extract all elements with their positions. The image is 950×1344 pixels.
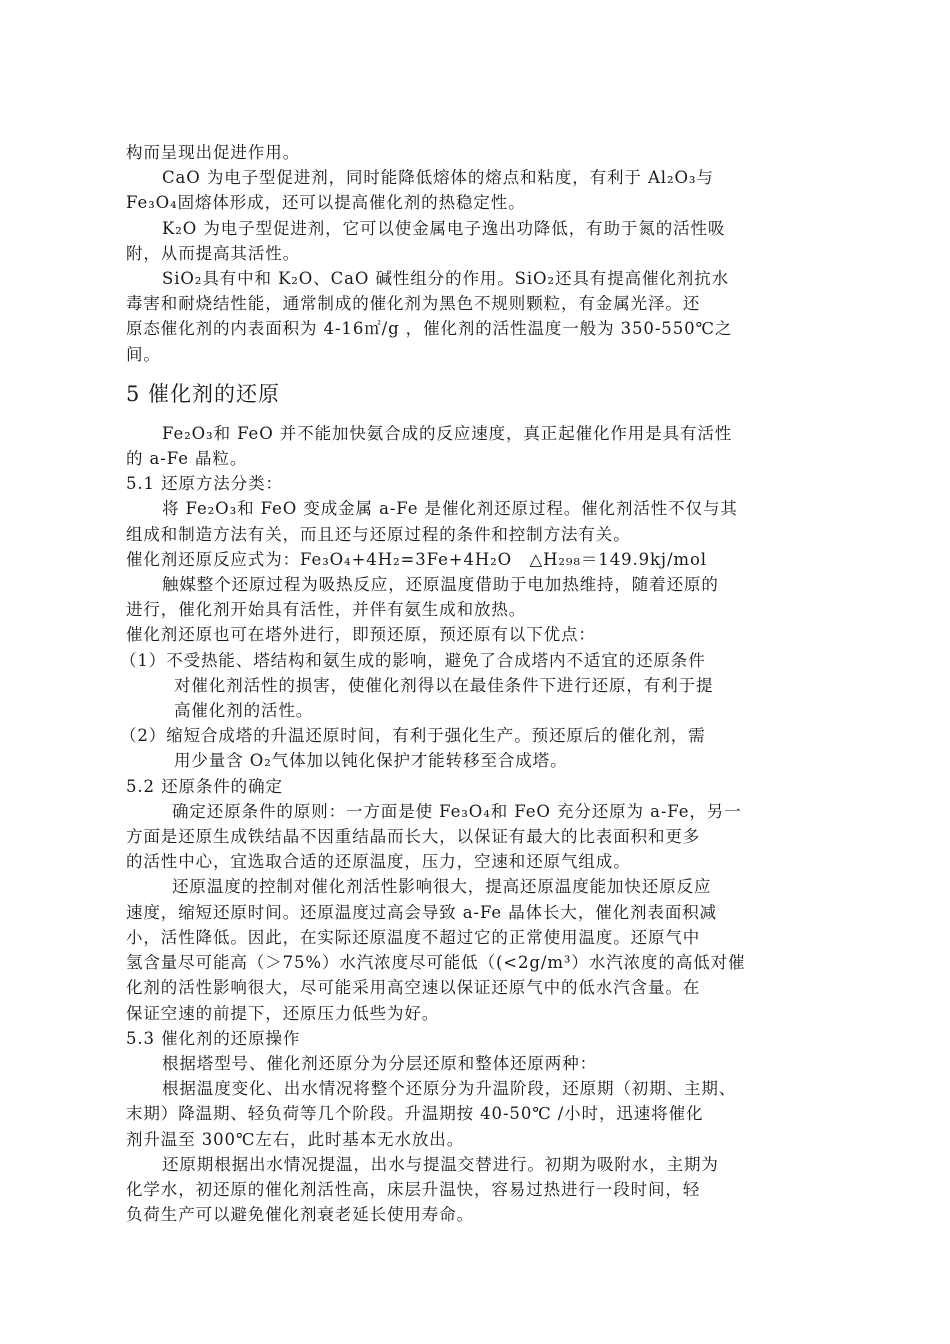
text-line: 附，从而提高其活性。 (126, 243, 300, 263)
list-item: （1）不受热能、塔结构和氨生成的影响，避免了合成塔内不适宜的还原条件 (120, 650, 706, 670)
subsection-heading: 5.3 催化剂的还原操作 (126, 1028, 301, 1048)
document-body (120, 140, 828, 1227)
text-line: 速度，缩短还原时间。还原温度过高会导致 a-Fe 晶体长大，催化剂表面积减 (126, 902, 718, 922)
text-line: 催化剂还原也可在塔外进行，即预还原，预还原有以下优点： (126, 625, 596, 645)
text-line: 构而呈现出促进作用。 (126, 143, 300, 162)
text-line: 原态催化剂的内表面积为 4-16㎡/g ，催化剂的活性温度一般为 350-550℃之 (126, 319, 733, 339)
list-item: （2）缩短合成塔的升温还原时间，有利于强化生产。预还原后的催化剂，需 (120, 726, 706, 746)
text-line: 高催化剂的活性。 (174, 701, 314, 721)
text-line: 还原期根据出水情况提温，出水与提温交替进行。初期为吸附水，主期为 (162, 1154, 719, 1174)
text-line: 氢含量尽可能高（＞75%）水汽浓度尽可能低（(<2g/m³）水汽浓度的高低对催 (126, 953, 746, 973)
text-line: 剂升温至 300℃左右，此时基本无水放出。 (126, 1129, 465, 1149)
text-line: 将 Fe₂O₃和 FeO 变成金属 a-Fe 是催化剂还原过程。催化剂活性不仅与其 (162, 499, 738, 519)
text-line: 确定还原条件的原则：一方面是使 Fe₃O₄和 FeO 充分还原为 a-Fe，另一 (172, 801, 742, 821)
text-line: 的 a-Fe 晶粒。 (126, 449, 248, 469)
text-line: 的活性中心，宜选取合适的还原温度，压力，空速和还原气组成。 (126, 852, 631, 872)
text-line: 根据温度变化、出水情况将整个还原分为升温阶段，还原期（初期、主期、 (162, 1079, 737, 1099)
subsection-heading: 5.1 还原方法分类： (126, 474, 283, 494)
text-line: 组成和制造方法有关，而且还与还原过程的条件和控制方法有关。 (126, 524, 631, 544)
text-line: 间。 (126, 344, 161, 364)
text-line: 小，活性降低。因此，在实际还原温度不超过它的正常使用温度。还原气中 (126, 927, 701, 947)
text-line: 方面是还原生成铁结晶不因重结晶而长大，以保证有最大的比表面积和更多 (126, 827, 701, 847)
text-line: CaO 为电子型促进剂，同时能降低熔体的熔点和粘度，有利于 Al₂O₃与 (162, 168, 714, 188)
text-line: 用少量含 O₂气体加以钝化保护才能转移至合成塔。 (174, 751, 568, 771)
text-line: 负荷生产可以避免催化剂衰老延长使用寿命。 (126, 1205, 474, 1225)
text-line: 化学水，初还原的催化剂活性高，床层升温快，容易过热进行一段时间，轻 (126, 1179, 701, 1199)
section-heading: 5 催化剂的还原 (126, 381, 281, 406)
text-line: 对催化剂活性的损害，使催化剂得以在最佳条件下进行还原，有利于提 (174, 675, 714, 695)
subsection-heading: 5.2 还原条件的确定 (126, 776, 283, 796)
text-line: SiO₂具有中和 K₂O、CaO 碱性组分的作用。SiO₂还具有提高催化剂抗水 (162, 269, 729, 289)
text-line: 毒害和耐烧结性能，通常制成的催化剂为黑色不规则颗粒，有金属光泽。还 (126, 294, 701, 314)
text-line: 化剂的活性影响很大，尽可能采用高空速以保证还原气中的低水汽含量。在 (126, 978, 701, 998)
text-line: 末期）降温期、轻负荷等几个阶段。升温期按 40-50℃ /小时，迅速将催化 (126, 1104, 704, 1124)
text-line: 进行，催化剂开始具有活性，并伴有氨生成和放热。 (126, 600, 527, 620)
text-line: Fe₂O₃和 FeO 并不能加快氨合成的反应速度，真正起催化作用是具有活性 (162, 423, 733, 443)
equation-line: 催化剂还原反应式为：Fe₃O₄+4H₂=3Fe+4H₂O △H₂₉₈＝149.9kj/mol (126, 549, 707, 569)
text-line: K₂O 为电子型促进剂，它可以使金属电子逸出功降低，有助于氮的活性吸 (162, 218, 726, 238)
text-line: 还原温度的控制对催化剂活性影响很大，提高还原温度能加快还原反应 (172, 877, 712, 897)
text-line: Fe₃O₄固熔体形成，还可以提高催化剂的热稳定性。 (126, 193, 526, 213)
text-line: 根据塔型号、催化剂还原分为分层还原和整体还原两种： (162, 1053, 597, 1073)
text-line: 触媒整个还原过程为吸热反应，还原温度借助于电加热维持，随着还原的 (162, 575, 719, 595)
text-line: 保证空速的前提下，还原压力低些为好。 (126, 1003, 440, 1023)
